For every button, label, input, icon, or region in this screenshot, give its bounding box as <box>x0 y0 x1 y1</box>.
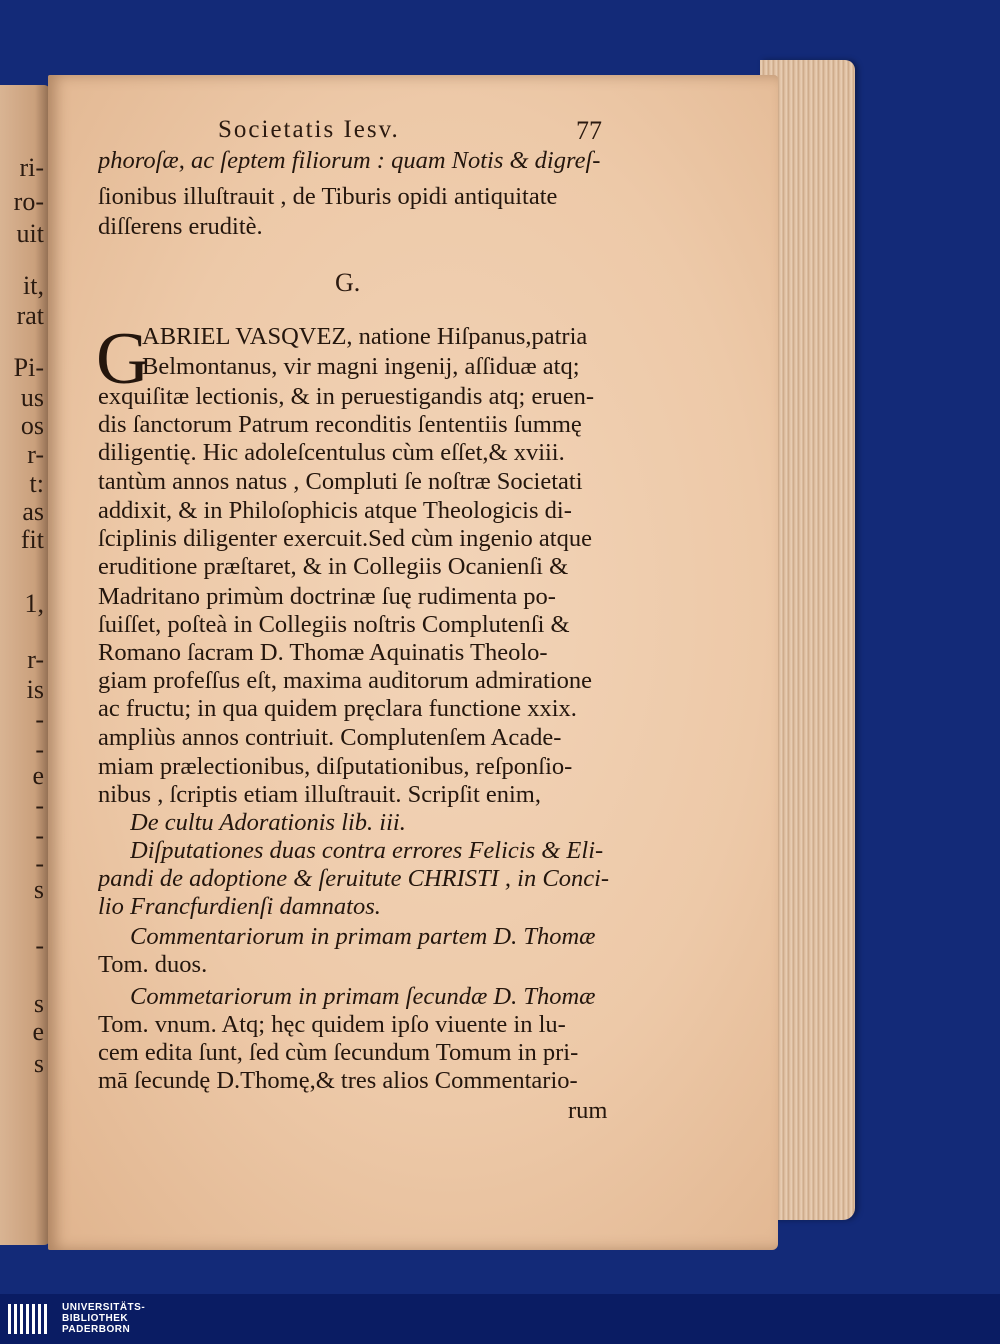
left-fragment: - <box>35 705 44 734</box>
text-line: Madritano primùm doctrinæ ſuę rudimenta po- <box>98 583 556 610</box>
text-line: tantùm annos natus , Compluti ſe noſtræ Societati <box>98 468 583 495</box>
page-number: 77 <box>576 116 602 145</box>
text-line-work-title: Commetariorum in primam ſecundæ D. Thomæ <box>130 983 596 1010</box>
text-line: exquiſitæ lectionis, & in peruestigandis atq; eruen- <box>98 383 595 410</box>
left-fragment: 1, <box>24 589 44 618</box>
left-fragment: os <box>20 411 44 440</box>
left-fragment: - <box>35 791 44 820</box>
left-fragment: is <box>26 675 44 704</box>
left-fragment: s <box>33 875 44 904</box>
left-fragment: fit <box>20 525 44 554</box>
left-fragment: - <box>35 849 44 878</box>
left-fragment: it, <box>23 271 44 300</box>
text-line: ampliùs annos contriuit. Complutenſem Acade- <box>98 724 562 751</box>
running-head: Societatis Iesv. <box>218 116 400 143</box>
text-line: ſciplinis diligenter exercuit.Sed cùm ingenio atque <box>98 525 592 552</box>
text-line: ſuiſſet, poſteà in Collegiis noſtris Complutenſi & <box>98 611 570 638</box>
text-line: nibus , ſcriptis etiam illuſtrauit. Scripſit enim, <box>98 781 541 808</box>
text-line: eruditione præſtaret, & in Collegiis Ocanienſi & <box>98 553 569 580</box>
text-line: Tom. duos. <box>98 951 208 978</box>
left-fragment: rat <box>16 301 44 330</box>
drop-cap: G <box>96 318 150 400</box>
left-fragment: - <box>35 931 44 960</box>
text-line: lio Francfurdienſi damnatos. <box>98 893 381 920</box>
left-fragment: - <box>35 821 44 850</box>
left-fragment: uit <box>16 219 44 248</box>
library-logo-bar <box>0 1294 1000 1344</box>
left-fragment: r- <box>27 645 44 674</box>
logo-line-3: PADERBORN <box>62 1324 131 1335</box>
text-line: Belmontanus, vir magni ingenij, aſſiduæ atq; <box>142 353 580 380</box>
text-line: cem edita ſunt, ſed cùm ſecundum Tomum in pri- <box>98 1039 579 1066</box>
text-line: giam profeſſus eſt, maxima auditorum admiratione <box>98 667 592 694</box>
left-fragment: ro- <box>13 187 44 216</box>
left-page-edge <box>0 85 50 1245</box>
left-fragment: ri- <box>19 153 44 182</box>
text-line: ſionibus illuſtrauit , de Tiburis opidi antiquitate <box>98 183 558 210</box>
text-line-catchword: rum <box>568 1097 608 1124</box>
left-fragment: s <box>33 1049 44 1078</box>
text-line: addixit, & in Philoſophicis atque Theologicis di- <box>98 497 572 524</box>
text-line: diſſerens eruditè. <box>98 213 263 240</box>
text-line: phoroſæ, ac ſeptem filiorum : quam Notis & digreſ- <box>98 147 601 174</box>
left-fragment: e <box>32 1017 44 1046</box>
text-line: mā ſecundę D.Thomę,& tres alios Commentario- <box>98 1067 578 1094</box>
text-line: Romano ſacram D. Thomæ Aquinatis Theolo- <box>98 639 548 666</box>
left-fragment: e <box>32 761 44 790</box>
text-line: dis ſanctorum Patrum reconditis ſententiis ſummę <box>98 411 582 438</box>
text-line-work-title: De cultu Adorationis lib. iii. <box>130 809 406 836</box>
left-fragment: - <box>35 735 44 764</box>
text-line: ac fructu; in qua quidem pręclara functione xxix. <box>98 695 577 722</box>
logo-line-2: BIBLIOTHEK <box>62 1313 129 1324</box>
library-logo-icon <box>6 1300 52 1338</box>
left-fragment: r- <box>27 440 44 469</box>
left-fragment: us <box>20 383 44 412</box>
left-fragment: t: <box>29 469 44 498</box>
logo-line-1: UNIVERSITÄTS- <box>62 1302 146 1313</box>
text-line: miam prælectionibus, diſputationibus, reſponſio- <box>98 753 573 780</box>
left-fragment: s <box>33 989 44 1018</box>
section-letter: G. <box>335 268 361 297</box>
left-fragment: Pi- <box>13 353 44 382</box>
text-line: Tom. vnum. Atq; hęc quidem ipſo viuente in lu- <box>98 1011 566 1038</box>
text-line-work-title: Commentariorum in primam partem D. Thomæ <box>130 923 596 950</box>
text-line: diligentię. Hic adoleſcentulus cùm eſſet,& xviii. <box>98 439 565 466</box>
text-line: pandi de adoptione & ſeruitute CHRISTI , in Conci- <box>98 865 610 892</box>
text-line-work-title: Diſputationes duas contra errores Felicis & Eli- <box>130 837 604 864</box>
left-fragment: as <box>22 497 44 526</box>
text-line-opening: ABRIEL VASQVEZ, natione Hiſpanus,patria <box>142 323 588 350</box>
